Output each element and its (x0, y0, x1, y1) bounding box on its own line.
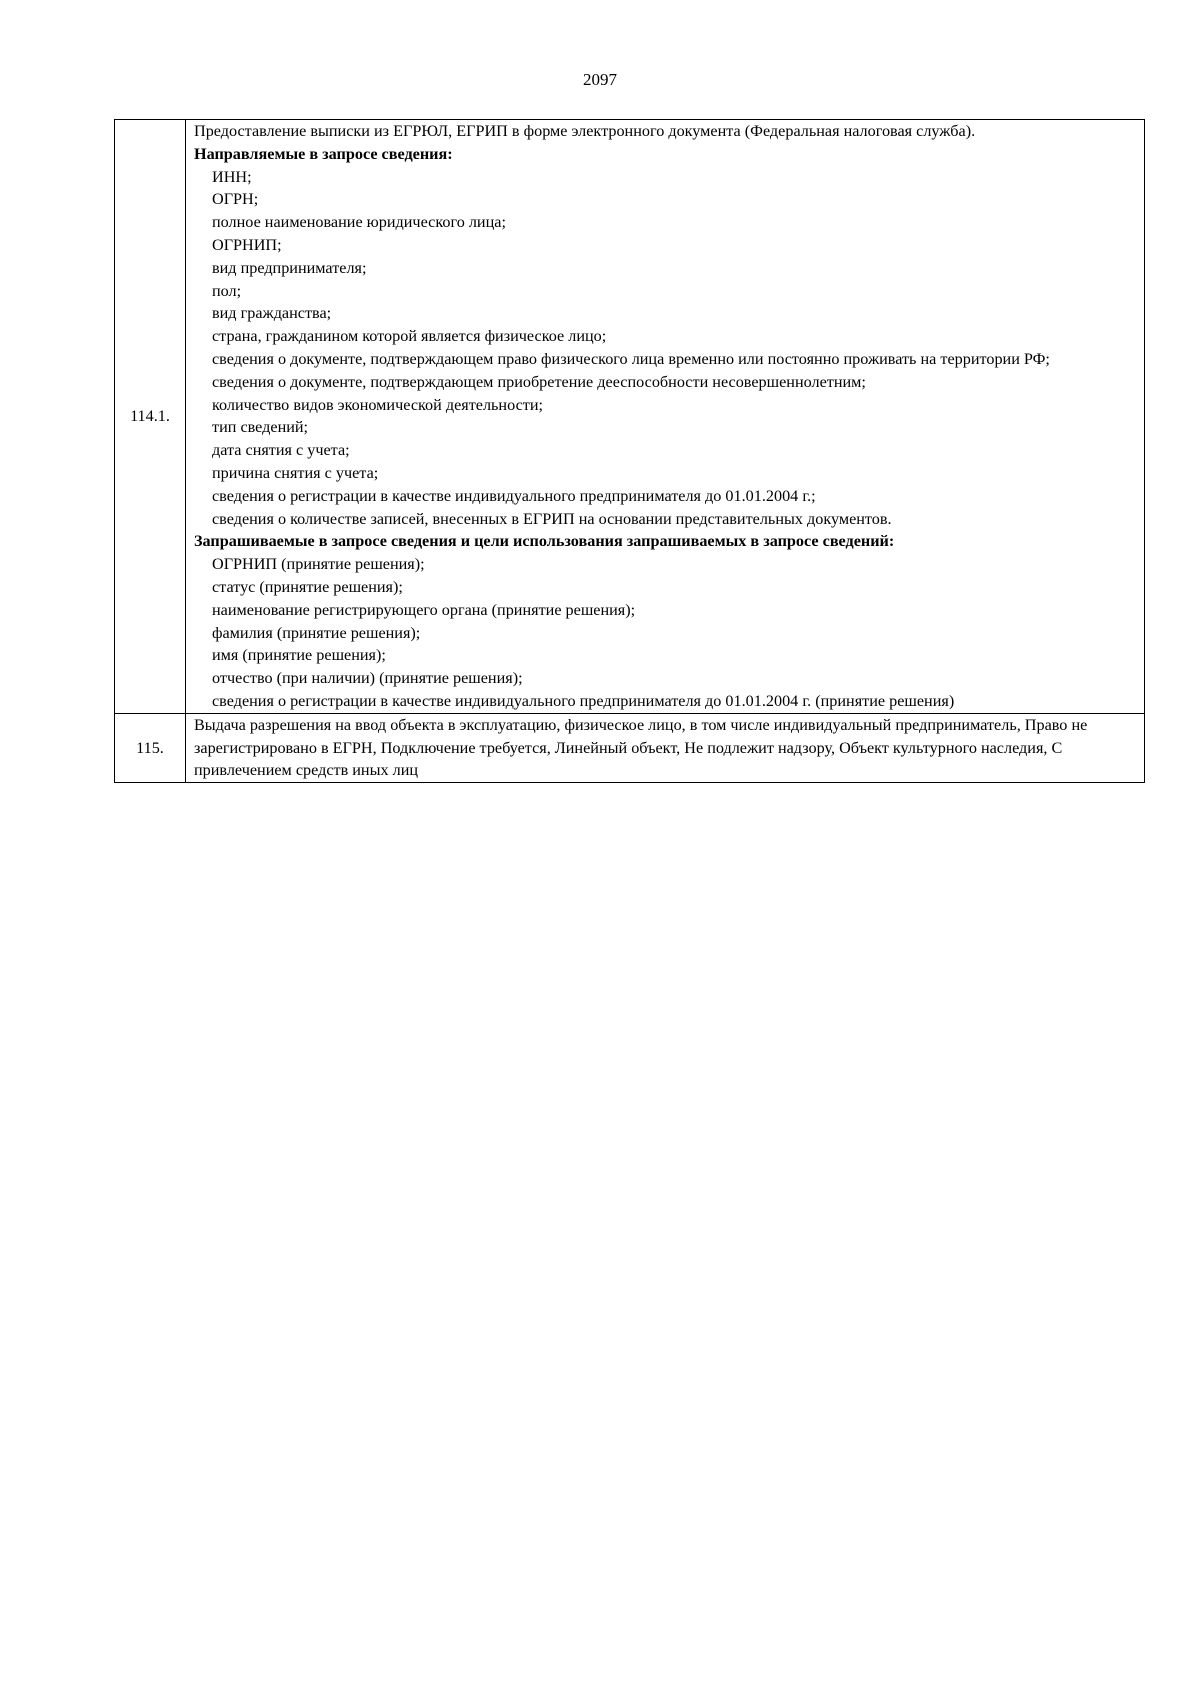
service-title: Предоставление выписки из ЕГРЮЛ, ЕГРИП в форме электронного документа (Федеральная налоговая служба). (194, 122, 976, 140)
row-number: 115. (115, 713, 186, 782)
services-table (114, 119, 1145, 783)
sent-item: дата снятия с учета; (212, 441, 350, 460)
requested-item: ОГРНИП (принятие решения); (212, 555, 425, 574)
sent-item: сведения о документе, подтверждающем приобретение дееспособности несовершеннолетним; (212, 372, 866, 391)
sent-item: сведения о документе, подтверждающем право физического лица временно или постоянно проживать на территории РФ; (212, 349, 1050, 368)
sent-item: пол; (212, 281, 242, 300)
service-title: Выдача разрешения на ввод объекта в эксплуатацию, физическое лицо, в том числе индивидуальный предприниматель, Право не зарегистрировано в ЕГРН, Подключение требуется, Линейный объект, Не подлежит надзору, Объект культурного наследия, С привлечением средств иных лиц (194, 715, 1088, 780)
sent-item: полное наименование юридического лица; (212, 213, 506, 232)
sent-item: ОГРН; (212, 190, 259, 209)
sent-item: причина снятия с учета; (212, 463, 379, 482)
sent-heading: Направляемые в запросе сведения: (194, 144, 453, 163)
sent-item: ИНН; (212, 167, 252, 186)
sent-item: количество видов экономической деятельности; (212, 395, 544, 414)
requested-item: имя (принятие решения); (212, 646, 386, 665)
requested-item: наименование регистрирующего органа (принятие решения); (212, 600, 636, 619)
table-row (115, 713, 1145, 782)
page-number: 2097 (583, 70, 617, 89)
row-number: 114.1. (115, 120, 186, 714)
sent-item: вид предпринимателя; (212, 258, 367, 277)
sent-item: сведения о количестве записей, внесенных в ЕГРИП на основании представительных документов. (212, 509, 892, 528)
table-row (115, 120, 1145, 714)
sent-item: сведения о регистрации в качестве индивидуального предпринимателя до 01.01.2004 г.; (212, 486, 816, 505)
requested-item: сведения о регистрации в качестве индивидуального предпринимателя до 01.01.2004 г. (принятие решения) (212, 691, 955, 710)
requested-item: статус (принятие решения); (212, 577, 403, 596)
sent-item: ОГРНИП; (212, 235, 282, 254)
requested-item: отчество (при наличии) (принятие решения); (212, 669, 523, 688)
sent-item: страна, гражданином которой является физическое лицо; (212, 327, 607, 346)
row-content (186, 713, 1145, 782)
row-content (186, 120, 1145, 714)
requested-heading: Запрашиваемые в запросе сведения и цели использования запрашиваемых в запросе сведений: (194, 532, 895, 551)
sent-item: тип сведений; (212, 418, 309, 437)
requested-item: фамилия (принятие решения); (212, 623, 421, 642)
sent-item: вид гражданства; (212, 304, 332, 323)
